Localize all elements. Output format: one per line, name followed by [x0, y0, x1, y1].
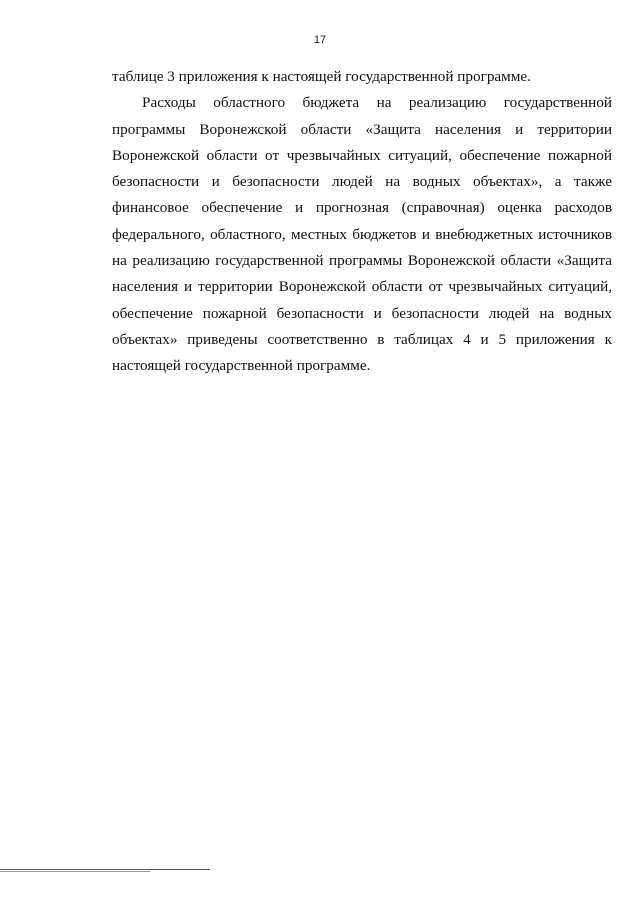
- paragraph-line-2: программы Воронежской области «Защита населения и территории: [112, 120, 612, 138]
- paragraph-line-10: объектах» приведены соответственно в таблицах 4 и 5 приложения к: [112, 330, 612, 348]
- paragraph-line-7: на реализацию государственной программы Воронежской области «Защита: [112, 252, 612, 270]
- body-text: [112, 64, 612, 380]
- footer-divider-shadow: [0, 871, 150, 872]
- paragraph-line-3: Воронежской области от чрезвычайных ситуаций, обеспечение пожарной: [112, 146, 612, 164]
- paragraph-line-1: Расходы областного бюджета на реализацию государственной: [142, 94, 612, 112]
- paragraph-line-11: настоящей государственной программе.: [112, 357, 371, 375]
- paragraph-line-6: федерального, областного, местных бюджетов и внебюджетных источников: [112, 225, 612, 243]
- paragraph-line-8: населения и территории Воронежской области от чрезвычайных ситуаций,: [112, 278, 612, 296]
- paragraph-line-4: безопасности и безопасности людей на водных объектах», а также: [112, 173, 612, 191]
- continuation-line: таблице 3 приложения к настоящей государственной программе.: [112, 68, 531, 85]
- paragraph-line-9: обеспечение пожарной безопасности и безопасности людей на водных: [112, 304, 612, 322]
- page-number: 17: [313, 34, 327, 46]
- footer-divider: [0, 869, 210, 870]
- paragraph-line-5: финансовое обеспечение и прогнозная (справочная) оценка расходов: [112, 199, 612, 217]
